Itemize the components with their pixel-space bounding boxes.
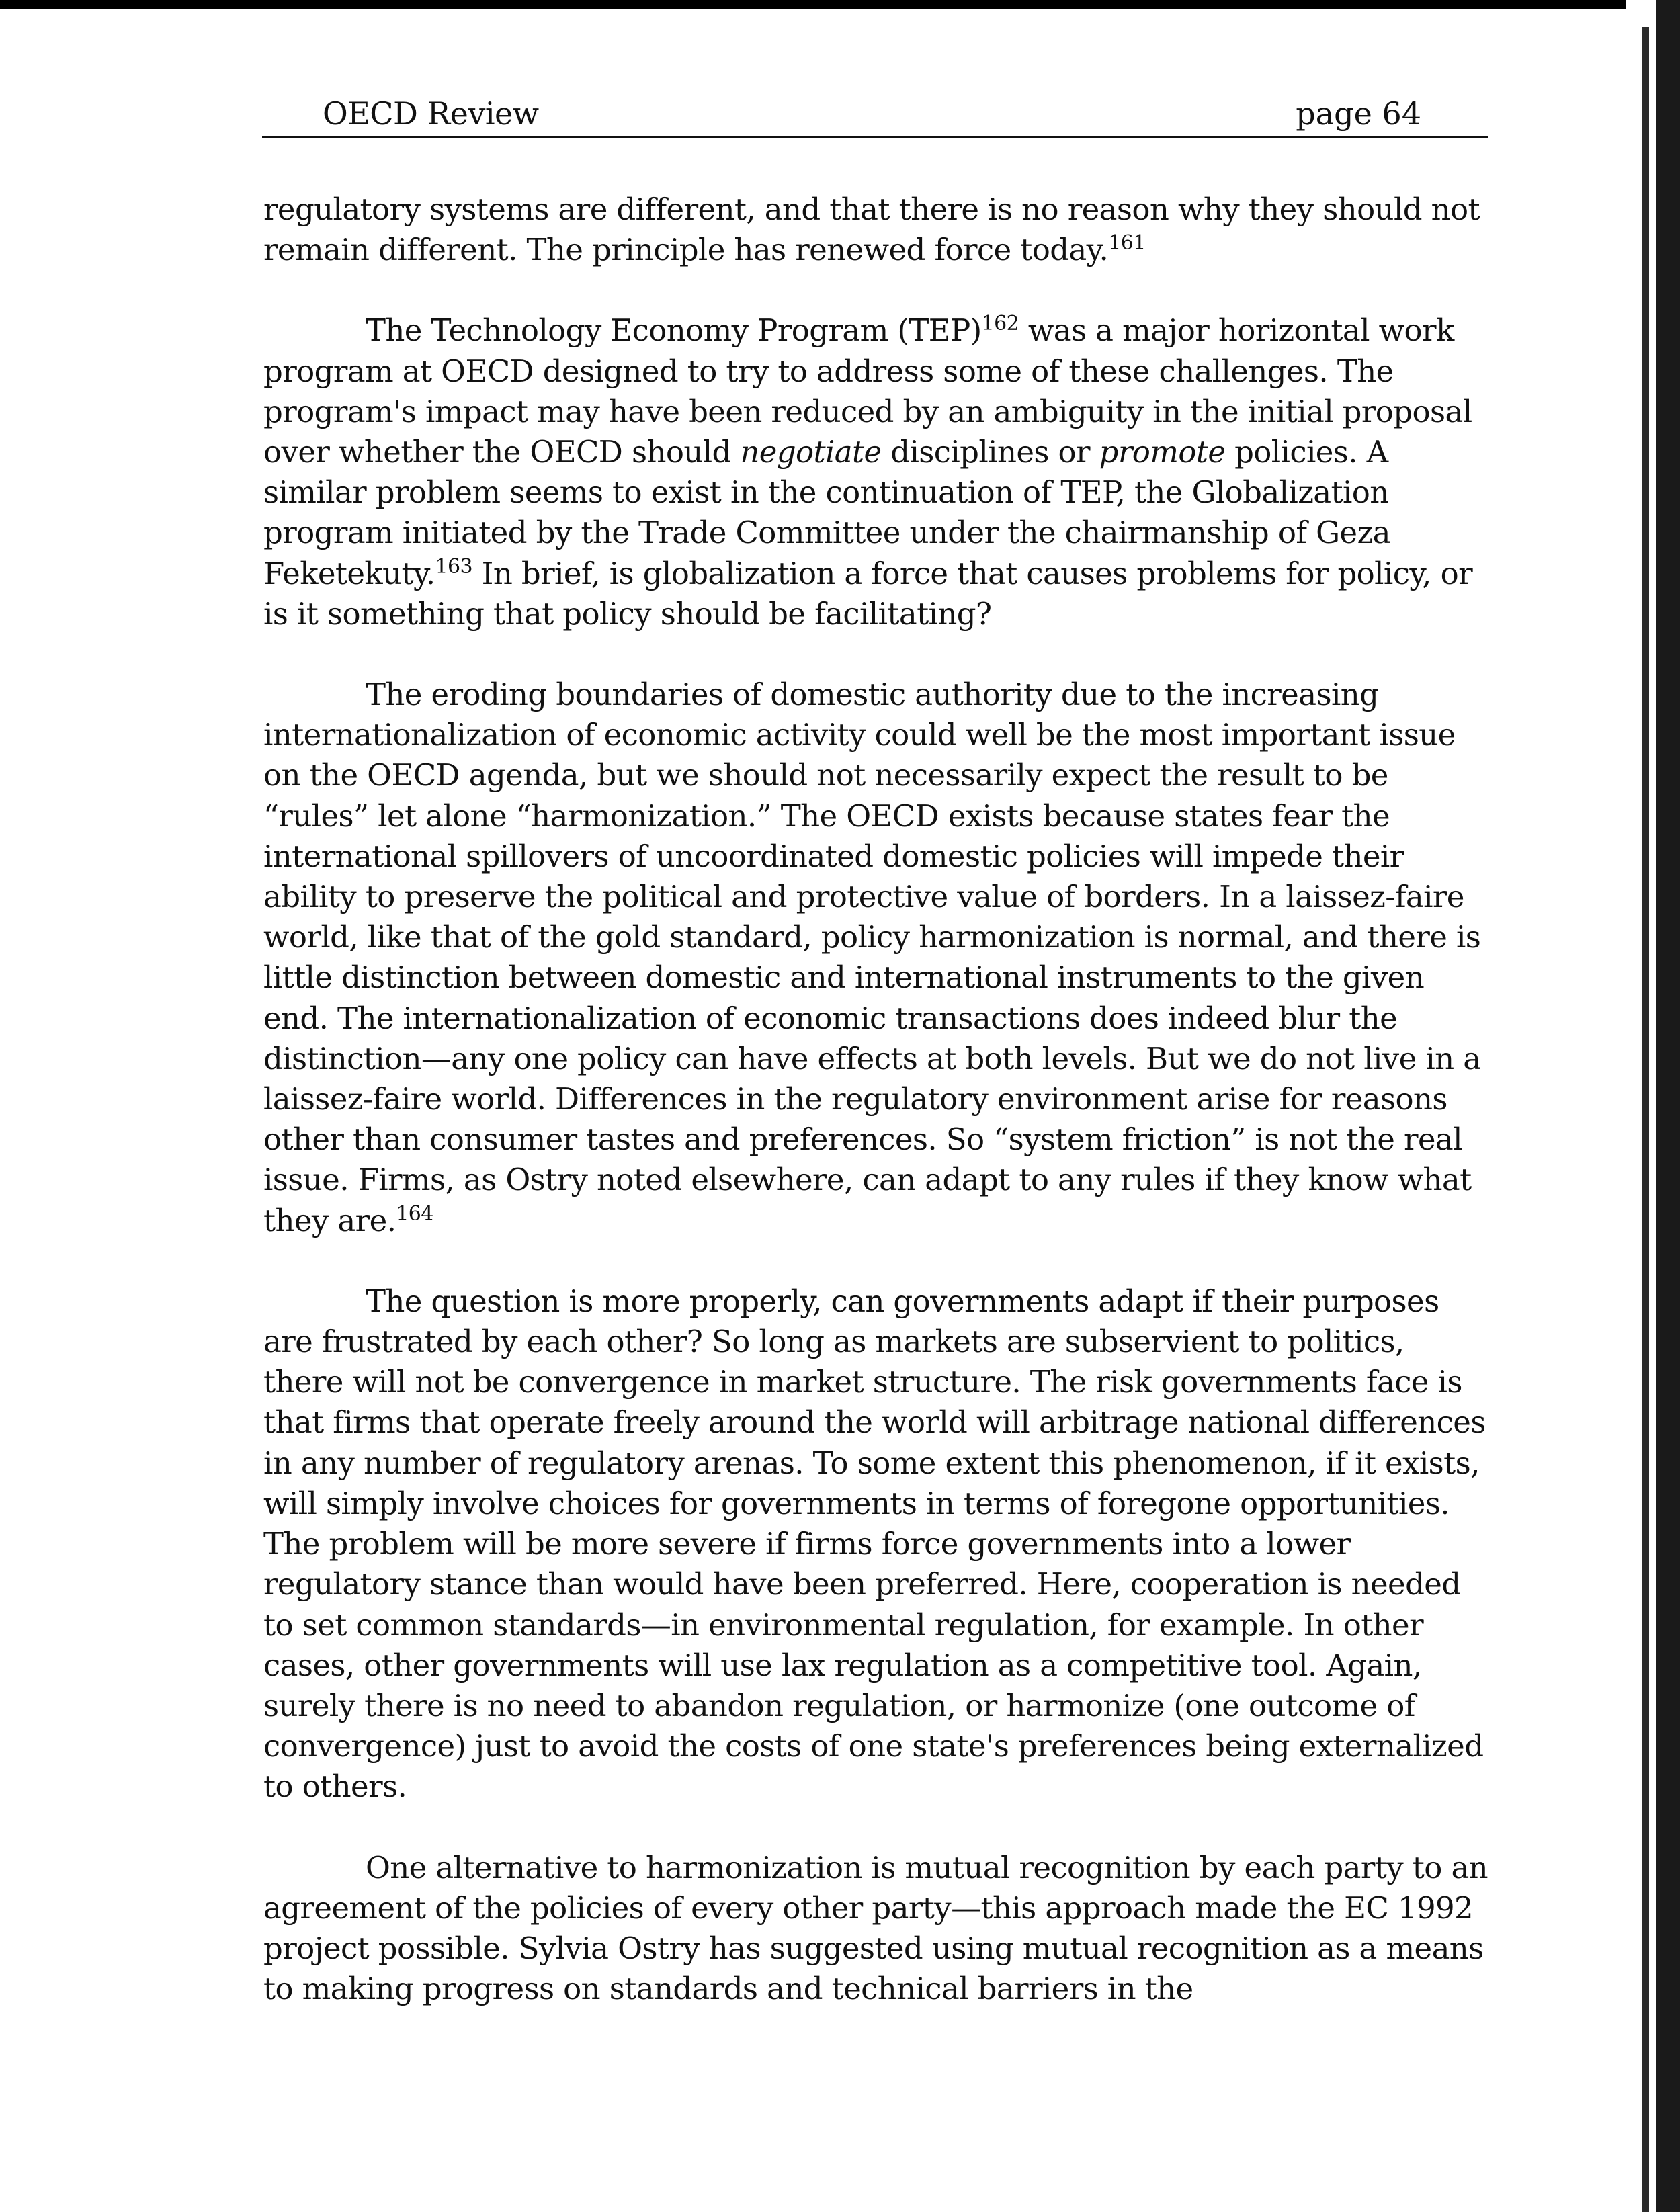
text-run: was a major horizontal work program at OECD designed to try to address some of these challenges. The program's impact may have been reduced by an ambiguity in the initial proposal over whether the OECD should — [263, 312, 1472, 470]
text-run: The eroding boundaries of domestic authority due to the increasing internationalization of economic activity could well be the most important issue on the OECD agenda, but we should not necessarily expect the result to be “rules” let alone “harmonization.” The OECD exists because states fear the international spillovers of uncoordinated domestic policies will impede their ability to preserve the political and protective value of borders. In a laissez-faire world, like that of the gold standard, policy harmonization is normal, and there is little distinction between domestic and international instruments to the given end. The internationalization of economic transactions does indeed blur the distinction—any one policy can have effects at both levels. But we do not live in a laissez-faire world. Differences in the regulatory environment arise for reasons other than consumer tastes and preferences. So “system friction” is not the real issue. Firms, as Ostry noted elsewhere, can adapt to any rules if they know what they are. — [263, 677, 1481, 1238]
page-number-underline — [1300, 136, 1421, 138]
paragraph — [263, 1281, 1493, 1807]
emphasized-text: promote — [1099, 434, 1226, 470]
text-run: The Technology Economy Program (TEP) — [366, 312, 982, 349]
document-body — [263, 189, 1493, 2009]
text-run: One alternative to harmonization is mutual recognition by each party to an agreement of the policies of every other party—this approach made the EC 1992 project possible. Sylvia Ostry has suggested using mutual recognition as a means to making progress on standards and technical barriers in the — [263, 1849, 1488, 2007]
scan-right-edge — [1626, 0, 1680, 2212]
footnote-marker: 164 — [396, 1201, 433, 1226]
text-run: disciplines or — [881, 434, 1099, 470]
running-title: OECD Review — [323, 95, 539, 132]
page-header — [262, 82, 1488, 138]
scan-page-edge — [1656, 0, 1680, 2212]
footnote-marker: 162 — [981, 312, 1019, 336]
emphasized-text: negotiate — [740, 434, 882, 470]
paragraph — [263, 675, 1493, 1241]
paragraph — [263, 1848, 1493, 2010]
scan-top-edge — [0, 0, 1680, 9]
footnote-marker: 161 — [1108, 231, 1146, 255]
text-run: The question is more properly, can governments adapt if their purposes are frustrated by each other? So long as markets are subservient to politics, there will not be convergence in market structure. The risk governments face is that firms that operate freely around the world will arbitrage national differences in any number of regulatory arenas. To some extent this phenomenon, if it exists, will simply involve choices for governments in terms of foregone opportunities. The problem will be more severe if firms force governments into a lower regulatory stance than would have been preferred. Here, cooperation is needed to set common standards—in environmental regulation, for example. In other cases, other governments will use lax regulation as a competitive tool. Again, surely there is no need to abandon regulation, or harmonize (one outcome of convergence) just to avoid the costs of one state's preferences being externalized to others. — [263, 1283, 1486, 1805]
text-run: regulatory systems are different, and that there is no reason why they should not remain different. The principle has renewed force today. — [263, 192, 1480, 268]
scan-binding-shadow — [1642, 27, 1649, 2212]
paragraph — [263, 310, 1493, 634]
text-run: policies. A similar problem seems to exist in the continuation of TEP, the Globalization program initiated by the Trade Committee under the chairmanship of Geza Feketekuty. — [263, 434, 1390, 591]
page-number: page 64 — [1296, 95, 1421, 132]
footnote-marker: 163 — [435, 554, 472, 579]
paragraph — [263, 189, 1493, 270]
text-run: In brief, is globalization a force that causes problems for policy, or is it something that policy should be facilitating? — [263, 555, 1472, 632]
